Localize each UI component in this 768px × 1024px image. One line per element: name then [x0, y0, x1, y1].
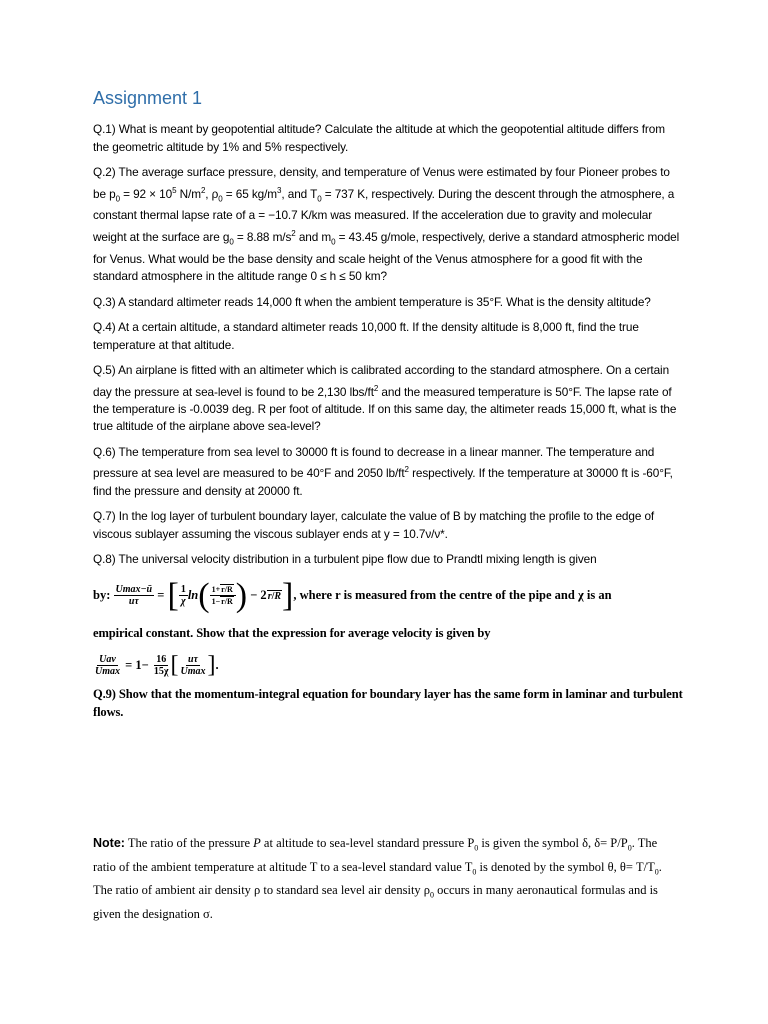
question-9: Q.9) Show that the momentum-integral equation for boundary layer has the same form in laminar and turbulent flows. — [93, 687, 683, 719]
eq1-log-fraction: $\frac{1+r/R}{1-r/R}$ — [210, 584, 236, 607]
question-1: Q.1) What is meant by geopotential altitude? Calculate the altitude at which the geopotential altitude differs from the geometric altitude by 1% and 5% respectively. — [93, 122, 665, 154]
question-3: Q.3) A standard altimeter reads 14,000 ft when the ambient temperature is 35°F. What is the density altitude? — [93, 294, 651, 309]
question-5: Q.5) An airplane is fitted with an altimeter which is calibrated according to the standard atmosphere. On a certain day the pressure at sea-level is found to be 2,130 lbs/$ft^2$ and the measured temperature is 50°F. The lapse rate of the temperature is -0.0039 deg. R per foot of altitude. If on this same day, the altimeter reads 15,000 ft, what is the true altitude of the airplane above sea-level? — [93, 363, 677, 434]
question-8-continued: empirical constant. Show that the expression for average velocity is given by — [93, 625, 491, 640]
eq1-one-over-chi: $\frac{1}{\chi}$ — [180, 584, 186, 608]
question-4: Q.4) At a certain altitude, a standard altimeter reads 10,000 ft. If the density altitude is 8,000 ft, find the true temperature at that altitude. — [93, 320, 639, 352]
eq1-lhs-fraction: $\frac{Umax-ū}{u\tau}$ — [115, 584, 153, 608]
velocity-equation: by: $\frac{Umax-ū}{u\tau}$ = [ $\frac{1}{\chi}$ ln ( $\frac{1+r/R}{1-r/R}$ ) − 2 r/R ] , where r is measured from the centre of the pipe and χ is an — [93, 576, 612, 614]
question-6: Q.6) The temperature from sea level to 30000 ft is found to decrease in a linear manner. The temperature and pressure at sea level are measured to be 40°F and 2050 $lb/ft^2$ respectively. If the temperature at 30000 ft is -60°F, find the pressure and density at 20000 ft. — [93, 444, 673, 498]
average-velocity-equation: $\frac{\text{Uav}}{Umax}$ = 1− $\frac{16}{15\chi}$ [ $\frac{u\tau}{Umax}$ ] . — [95, 652, 219, 679]
question-2: Q.2) The average surface pressure, density, and temperature of Venus were estimated by four Pioneer probes to be $p_0 = 92 \times 10^5$ $N/m^2$, $\rho_0 = 65$ $kg/m^3$, and $T_0 = 737$ K, respectively. During the descent through the atmosphere, a constant thermal lapse rate of a = −10.7 K/km was measured. If the acceleration due to gravity and molecular weight at the surface are $g_0 = 8.88$ $m/s^2$ and $m_0 = 43.45$ g/mole, respectively, derive a standard atmospheric model for Venus. What would be the base density and scale height of the Venus atmosphere for a good fit with the standard atmosphere in the altitude range 0 ≤ h ≤ 50 km? — [93, 165, 680, 284]
page-title: Assignment 1 — [93, 88, 203, 108]
note-paragraph: Note: The ratio of the pressure P at altitude to sea-level standard pressure $P_0$ is given the symbol δ, $\delta= P/P_0$. The ratio of the ambient temperature at altitude T to a sea-level standard value $T_0$ is denoted by the symbol θ, $\theta= T/T_0$. The ratio of ambient air density ρ to standard sea level air density $\rho_0$ occurs in many aeronautical formulas and is given the designation σ. — [93, 836, 662, 921]
question-list — [93, 121, 683, 729]
question-8: Q.8) The universal velocity distribution in a turbulent pipe flow due to Prandtl mixing length is given — [93, 552, 597, 567]
question-7: Q.7) In the log layer of turbulent boundary layer, calculate the value of B by matching the profile to the edge of viscous sublayer assuming the viscous sublayer ends at y = 10.7ν/ν*. — [93, 509, 655, 541]
